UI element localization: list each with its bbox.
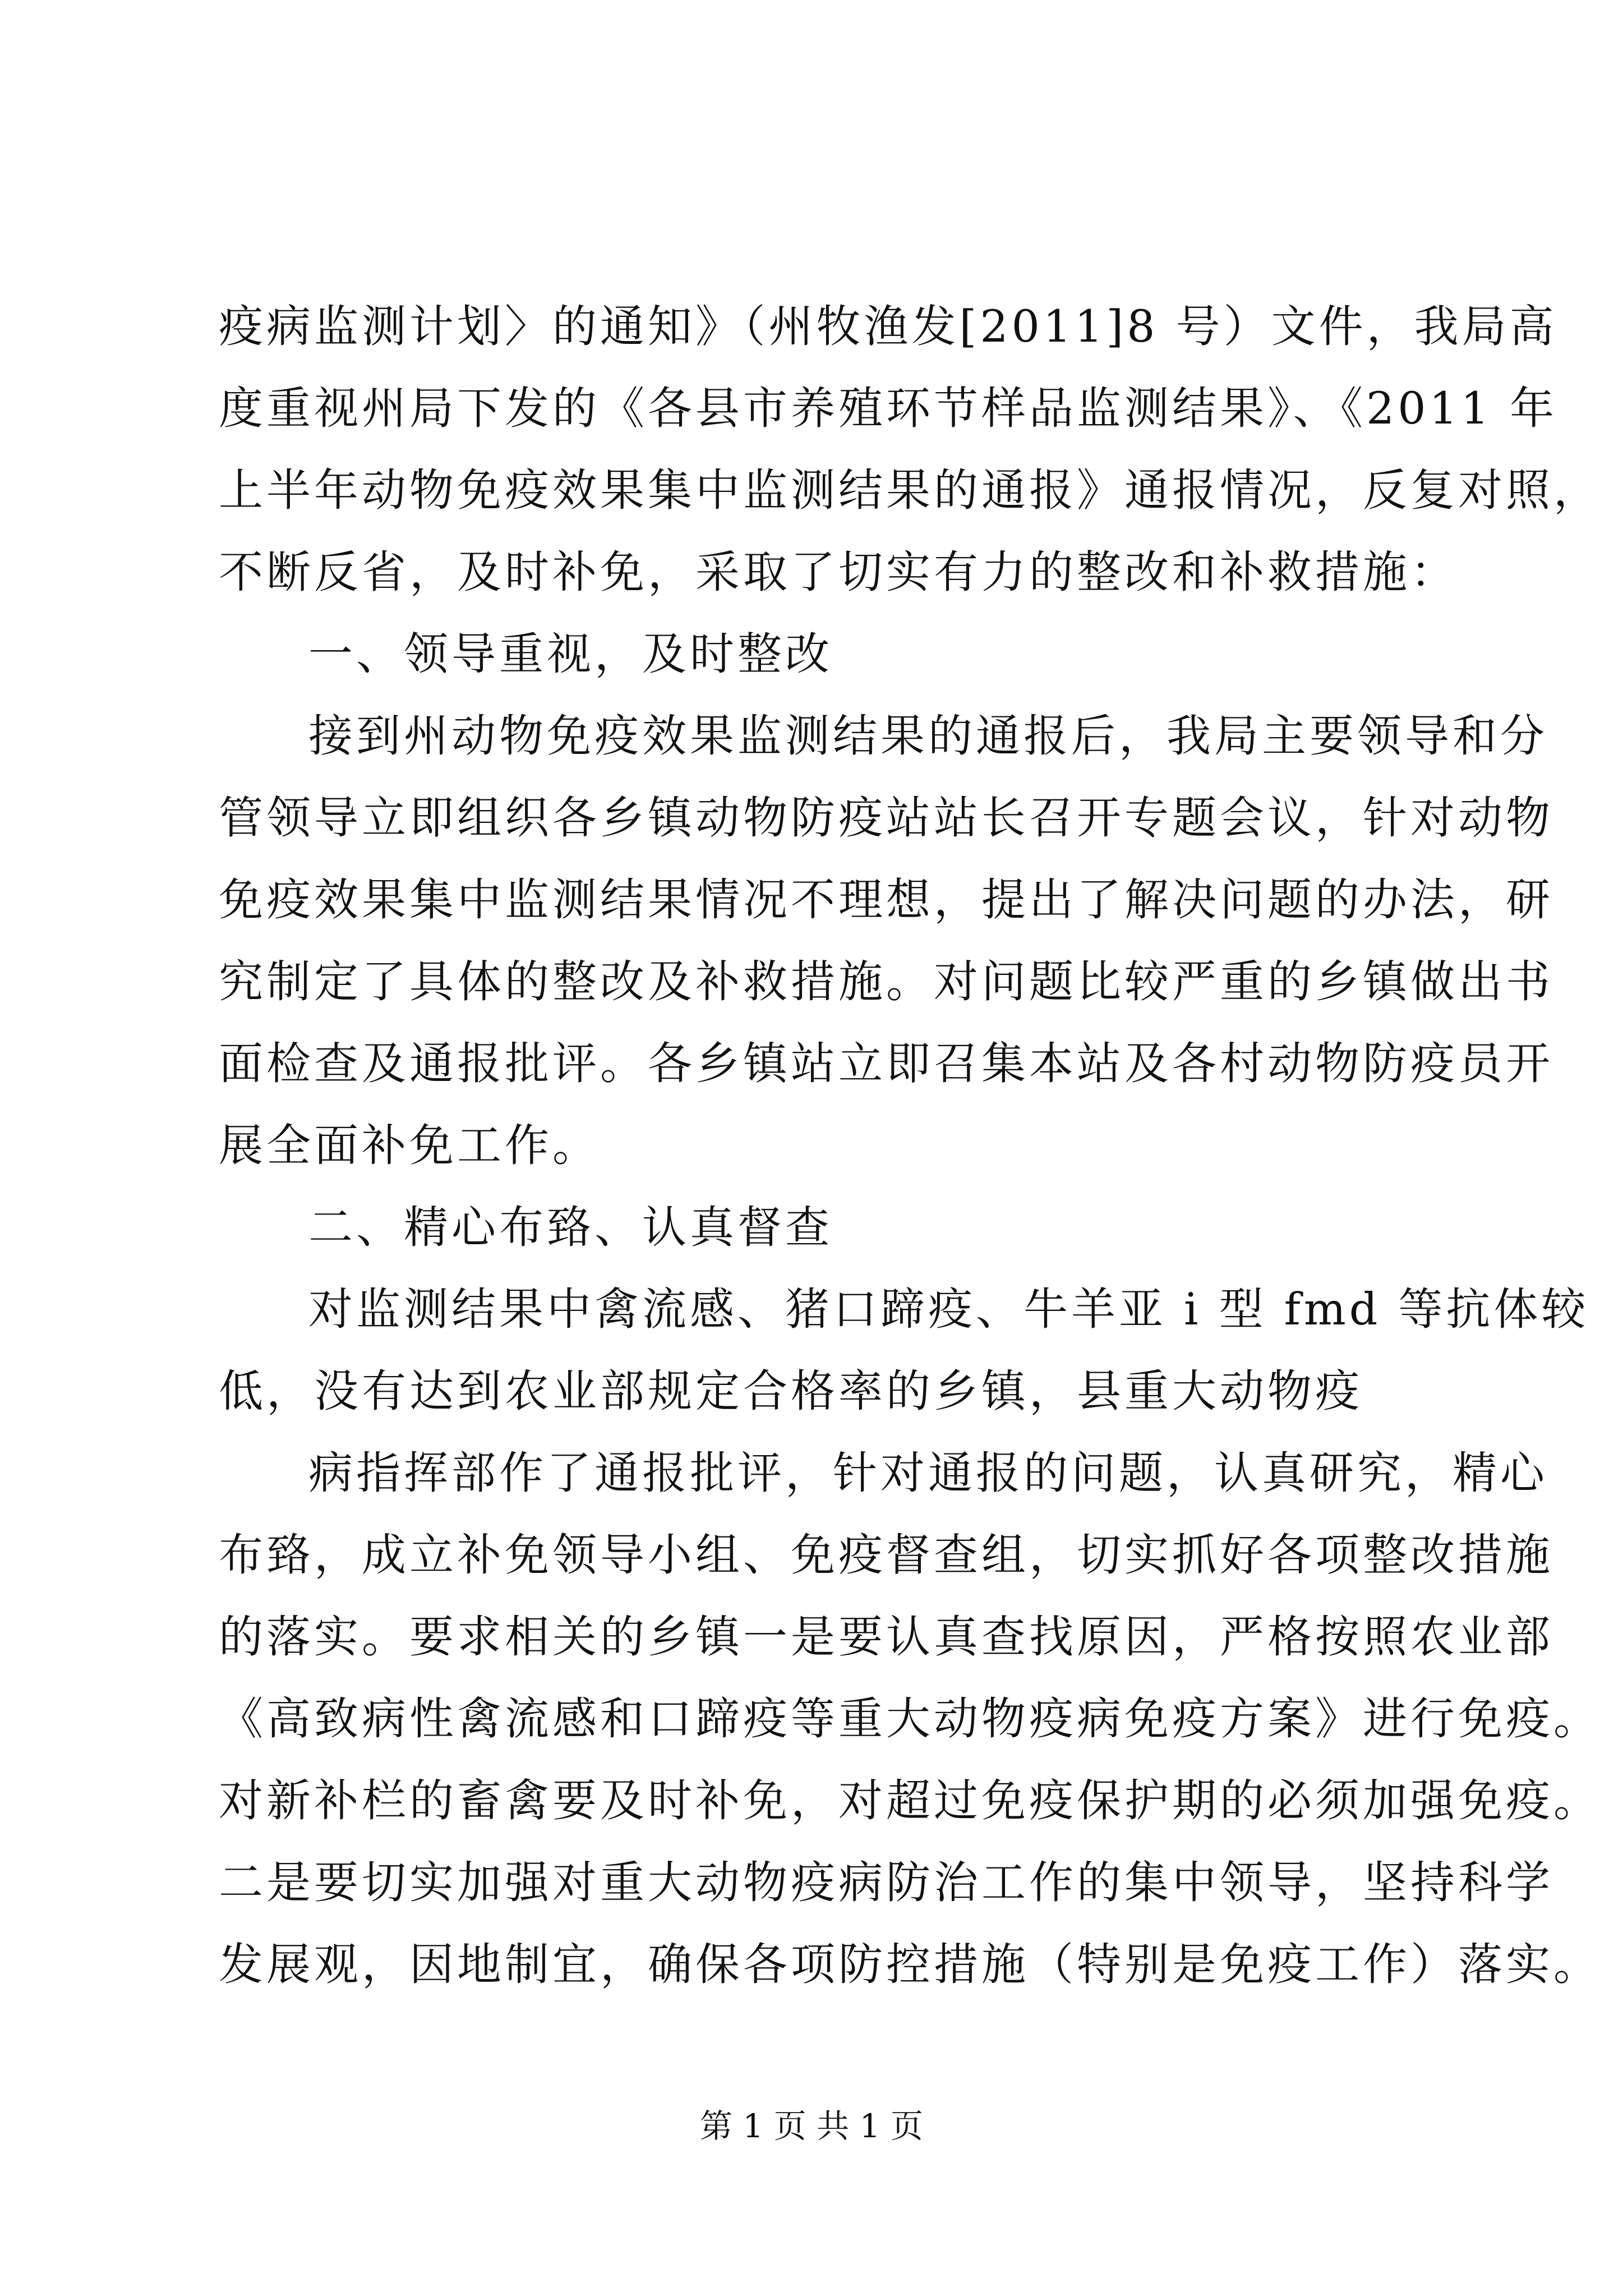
text-line-17: 的落实。要求相关的乡镇一是要认真查找原因，严格按照农业部 [219, 1611, 1553, 1663]
text-line-6: 接到州动物免疫效果监测结果的通报后，我局主要领导和分 [308, 710, 1548, 762]
section-heading-2: 二、精心布臵、认真督查 [308, 1202, 833, 1253]
text-line-9: 究制定了具体的整改及补救措施。对问题比较严重的乡镇做出书 [219, 956, 1553, 1007]
page-footer: 第 1 页 共 1 页 [700, 2107, 923, 2145]
text-line-14: 低，没有达到农业部规定合格率的乡镇，县重大动物疫 [219, 1365, 1363, 1417]
text-line-1: 疫病监测计划〉的通知》（州牧渔发[2011]8 号）文件，我局高 [219, 301, 1557, 352]
text-line-10: 面检查及通报批评。各乡镇站立即召集本站及各村动物防疫员开 [219, 1038, 1553, 1089]
text-line-15: 病指挥部作了通报批评，针对通报的问题，认真研究，精心 [308, 1447, 1548, 1499]
text-line-8: 免疫效果集中监测结果情况不理想，提出了解决问题的办法，研 [219, 874, 1553, 926]
text-line-16: 布臵，成立补免领导小组、免疫督查组，切实抓好各项整改措施 [219, 1529, 1553, 1581]
text-line-7: 管领导立即组织各乡镇动物防疫站站长召开专题会议，针对动物 [219, 792, 1553, 844]
text-line-19: 对新补栏的畜禽要及时补免，对超过免疫保护期的必须加强免疫。 [219, 1775, 1601, 1826]
text-line-11: 展全面补免工作。 [219, 1120, 600, 1171]
text-line-4: 不断反省，及时补免，采取了切实有力的整改和补救措施： [219, 546, 1458, 598]
text-line-2: 度重视州局下发的《各县市养殖环节样品监测结果》、《2011 年 [219, 383, 1558, 434]
section-heading-1: 一、领导重视，及时整改 [308, 628, 833, 680]
text-line-13: 对监测结果中禽流感、猪口蹄疫、牛羊亚 i 型 fmd 等抗体较 [308, 1283, 1589, 1335]
text-line-21: 发展观，因地制宜，确保各项防控措施（特别是免疫工作）落实。 [219, 1939, 1601, 1990]
text-line-18: 《高致病性禽流感和口蹄疫等重大动物疫病免疫方案》进行免疫。 [219, 1693, 1601, 1745]
text-line-20: 二是要切实加强对重大动物疫病防治工作的集中领导，坚持科学 [219, 1857, 1553, 1908]
text-line-3: 上半年动物免疫效果集中监测结果的通报》通报情况，反复对照， [219, 464, 1601, 516]
